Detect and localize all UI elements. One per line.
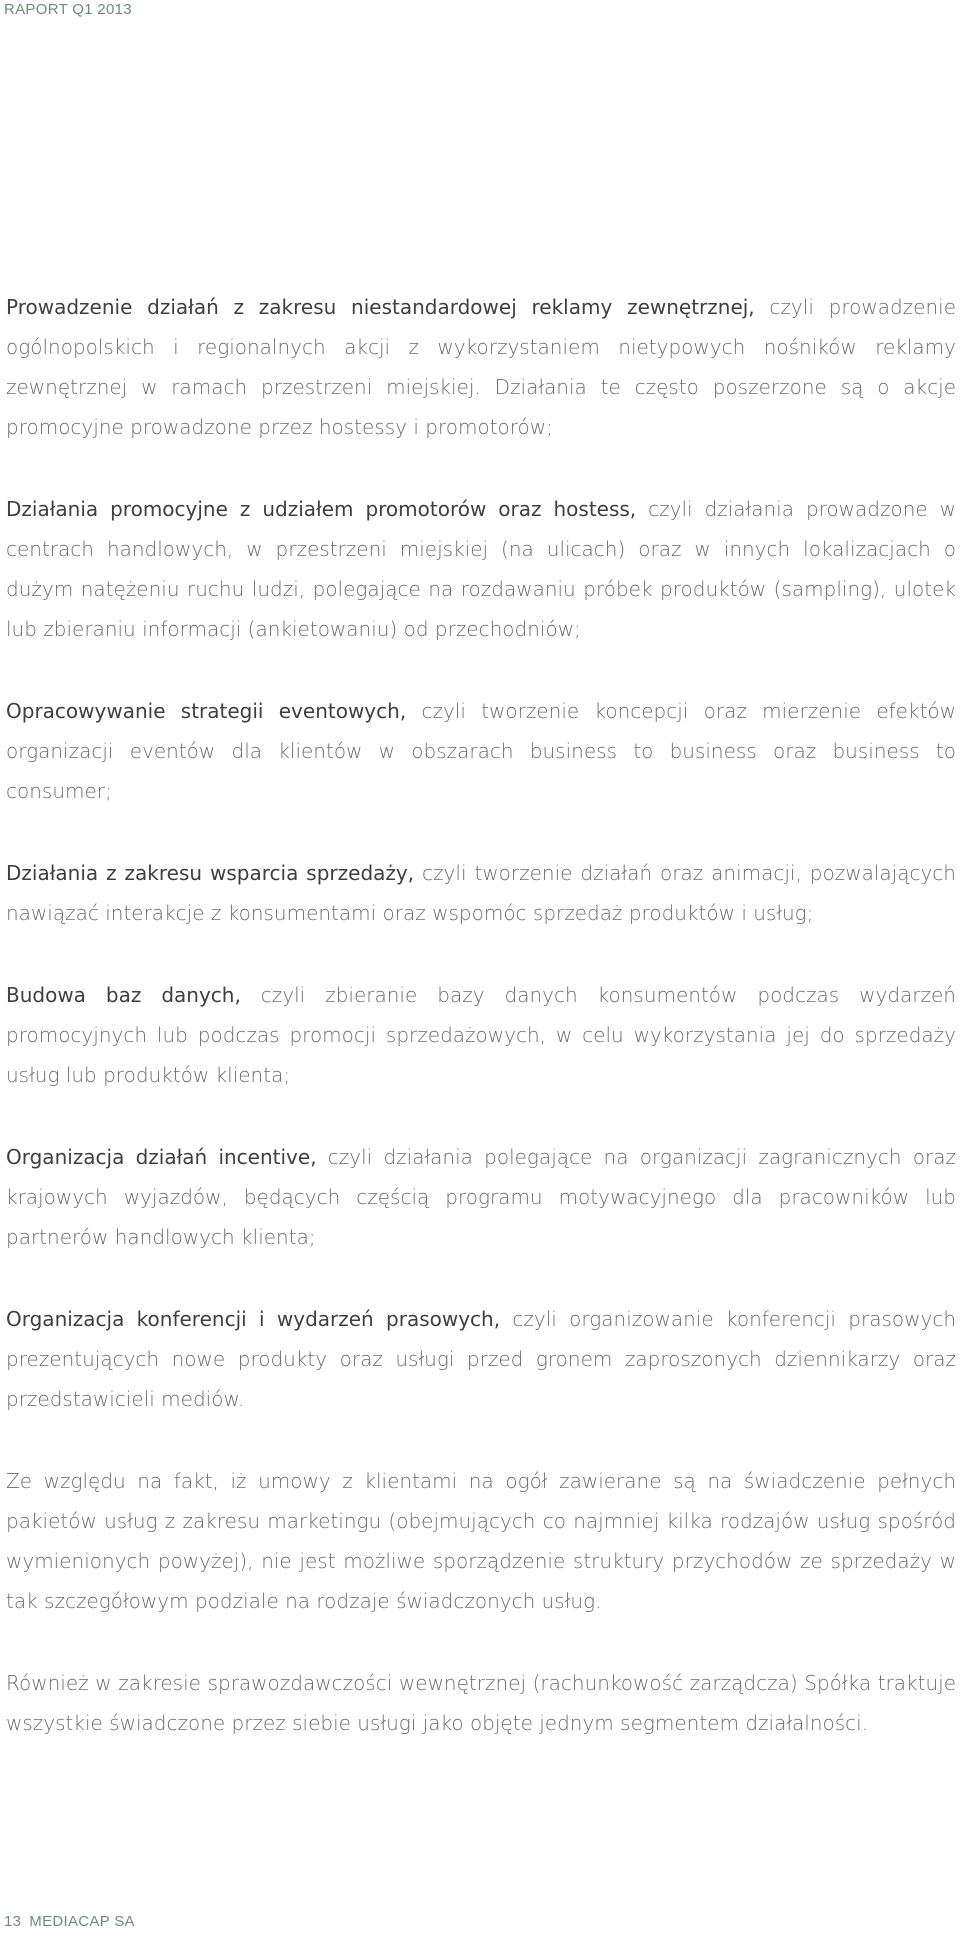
company-name: MEDIACAP SA — [29, 1913, 135, 1930]
paragraph-text: Ze względu na fakt, iż umowy z klientami na ogół zawierane są na świadczenie pełnych pakietów usług z zakresu marketingu (obejmujących co najmniej kilka rodzajów usług spośród wymienionych powyżej), nie jest możliwe sporządzenie struktury przychodów ze sprzedaży w tak szczegółowym podziale na rodzaje świadczonych usług. — [6, 1469, 956, 1613]
paragraph-text: czyli tworzenie koncepcji oraz mierzenie efektów organizacji eventów dla klientów w obszarach business to business oraz business to consumer; — [6, 699, 957, 803]
paragraph-lead: Działania z zakresu wsparcia sprzedaży, — [6, 861, 415, 885]
page-footer — [4, 1913, 135, 1930]
paragraph-text: czyli zbieranie bazy danych konsumentów podczas wydarzeń promocyjnych lub podczas promocji sprzedażowych, w celu wykorzystania jej do sprzedaży usług lub produktów klienta; — [6, 983, 956, 1087]
paragraph-press-conferences — [6, 1299, 956, 1419]
paragraph-incentive — [6, 1137, 956, 1257]
paragraph-text: czyli działania polegające na organizacji zagranicznych oraz krajowych wyjazdów, będących częścią programu motywacyjnego dla pracowników lub partnerów handlowych klienta; — [6, 1145, 956, 1249]
paragraph-text: czyli tworzenie działań oraz animacji, pozwalających nawiązać interakcje z konsumentami oraz wspomóc sprzedaż produktów i usług; — [6, 861, 956, 925]
paragraph-lead: Działania promocyjne z udziałem promotorów oraz hostess, — [6, 497, 637, 521]
paragraph-database-building — [6, 975, 956, 1095]
paragraph-outdoor-advertising — [6, 287, 956, 447]
paragraph-text: czyli organizowanie konferencji prasowych prezentujących nowe produkty oraz usługi przed gronem zaproszonych dziennikarzy oraz przedstawicieli mediów. — [6, 1307, 956, 1411]
page-number: 13 — [4, 1913, 22, 1930]
paragraph-sales-support — [6, 853, 956, 933]
paragraph-lead: Organizacja działań incentive, — [6, 1145, 317, 1169]
report-header-label: RAPORT Q1 2013 — [4, 1, 132, 18]
paragraph-lead: Opracowywanie strategii eventowych, — [6, 699, 407, 723]
paragraph-text: Również w zakresie sprawozdawczości wewnętrznej (rachunkowość zarządcza) Spółka traktuje wszystkie świadczone przez siebie usługi jako objęte jednym segmentem działalności. — [6, 1671, 956, 1735]
paragraph-internal-reporting — [6, 1663, 956, 1743]
paragraph-lead: Budowa baz danych, — [6, 983, 241, 1007]
document-body — [6, 287, 956, 1785]
paragraph-revenue-structure — [6, 1461, 956, 1621]
paragraph-event-strategies — [6, 691, 956, 811]
paragraph-lead: Prowadzenie działań z zakresu niestandardowej reklamy zewnętrznej, — [6, 295, 755, 319]
paragraph-promotional-activities — [6, 489, 956, 649]
paragraph-lead: Organizacja konferencji i wydarzeń prasowych, — [6, 1307, 501, 1331]
paragraph-text: czyli działania prowadzone w centrach handlowych, w przestrzeni miejskiej (na ulicach) oraz w innych lokalizacjach o dużym natężeniu ruchu ludzi, polegające na rozdawaniu próbek produktów (sampling), ulotek lub zbieraniu informacji (ankietowaniu) od przechodniów; — [6, 497, 957, 641]
paragraph-text: czyli prowadzenie ogólnopolskich i regionalnych akcji z wykorzystaniem nietypowych nośników reklamy zewnętrznej w ramach przestrzeni miejskiej. Działania te często poszerzone są o akcje promocyjne prowadzone przez hostessy i promotorów; — [6, 295, 956, 439]
